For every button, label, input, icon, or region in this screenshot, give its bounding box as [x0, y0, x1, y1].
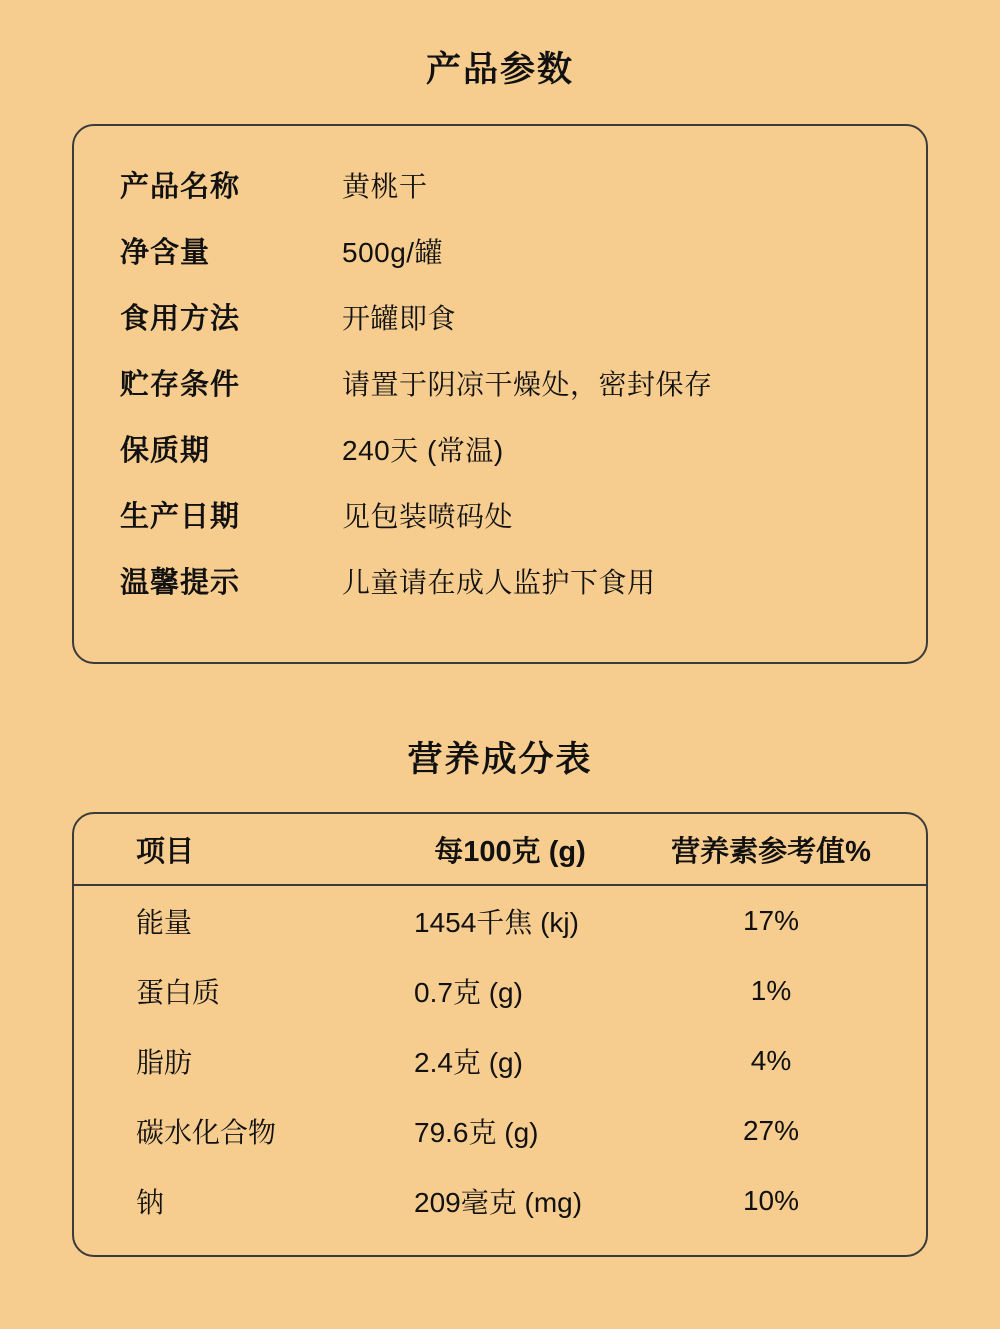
nutrition-nrv: 27% — [742, 1115, 800, 1146]
param-value: 240天 (常温) — [342, 435, 504, 466]
param-row — [120, 296, 880, 362]
nutrition-amount: 209毫克 (mg) — [414, 1187, 583, 1218]
table-row — [74, 1166, 926, 1236]
nutrition-nrv: 10% — [742, 1185, 800, 1216]
param-label: 产品名称 — [120, 171, 241, 203]
nutrition-table-title: 营养成分表 — [407, 740, 593, 779]
param-value: 开罐即食 — [342, 303, 457, 334]
param-row — [120, 560, 880, 626]
nutrition-item: 能量 — [136, 907, 193, 938]
param-row — [120, 230, 880, 296]
param-label: 生产日期 — [120, 501, 241, 533]
param-label: 温馨提示 — [120, 567, 241, 599]
nutrition-table-card — [72, 812, 928, 1257]
param-value: 请置于阴凉干燥处，密封保存 — [342, 369, 713, 400]
param-label: 净含量 — [120, 237, 211, 269]
nutrition-amount: 1454千焦 (kj) — [414, 907, 579, 938]
nutrition-item: 碳水化合物 — [136, 1117, 277, 1148]
param-label: 食用方法 — [120, 303, 241, 335]
table-row — [74, 956, 926, 1026]
product-params-card — [72, 124, 928, 664]
param-value: 儿童请在成人监护下食用 — [342, 567, 656, 598]
param-value: 500g/罐 — [342, 237, 444, 268]
table-row — [74, 1096, 926, 1166]
nutrition-table-header — [74, 814, 926, 886]
param-row — [120, 164, 880, 230]
nutrition-nrv: 17% — [742, 905, 800, 936]
param-row — [120, 428, 880, 494]
param-row — [120, 362, 880, 428]
param-label: 保质期 — [120, 435, 211, 467]
param-label: 贮存条件 — [120, 369, 241, 401]
nutrition-item: 脂肪 — [136, 1047, 193, 1078]
nutrition-header-per100g: 每100克 (g) — [434, 835, 586, 868]
table-row — [74, 886, 926, 956]
nutrition-nrv: 1% — [750, 975, 792, 1006]
nutrition-item: 蛋白质 — [136, 977, 221, 1008]
nutrition-amount: 2.4克 (g) — [414, 1047, 523, 1078]
product-params-title: 产品参数 — [425, 50, 574, 89]
param-value: 黄桃干 — [342, 171, 428, 202]
nutrition-header-item: 项目 — [136, 835, 195, 868]
nutrition-nrv: 4% — [750, 1045, 792, 1076]
nutrition-item: 钠 — [136, 1187, 165, 1218]
nutrition-header-nrv: 营养素参考值% — [671, 835, 871, 868]
table-row — [74, 1026, 926, 1096]
nutrition-amount: 0.7克 (g) — [414, 977, 523, 1008]
nutrition-amount: 79.6克 (g) — [414, 1117, 539, 1148]
param-row — [120, 494, 880, 560]
param-value: 见包装喷码处 — [342, 501, 514, 532]
